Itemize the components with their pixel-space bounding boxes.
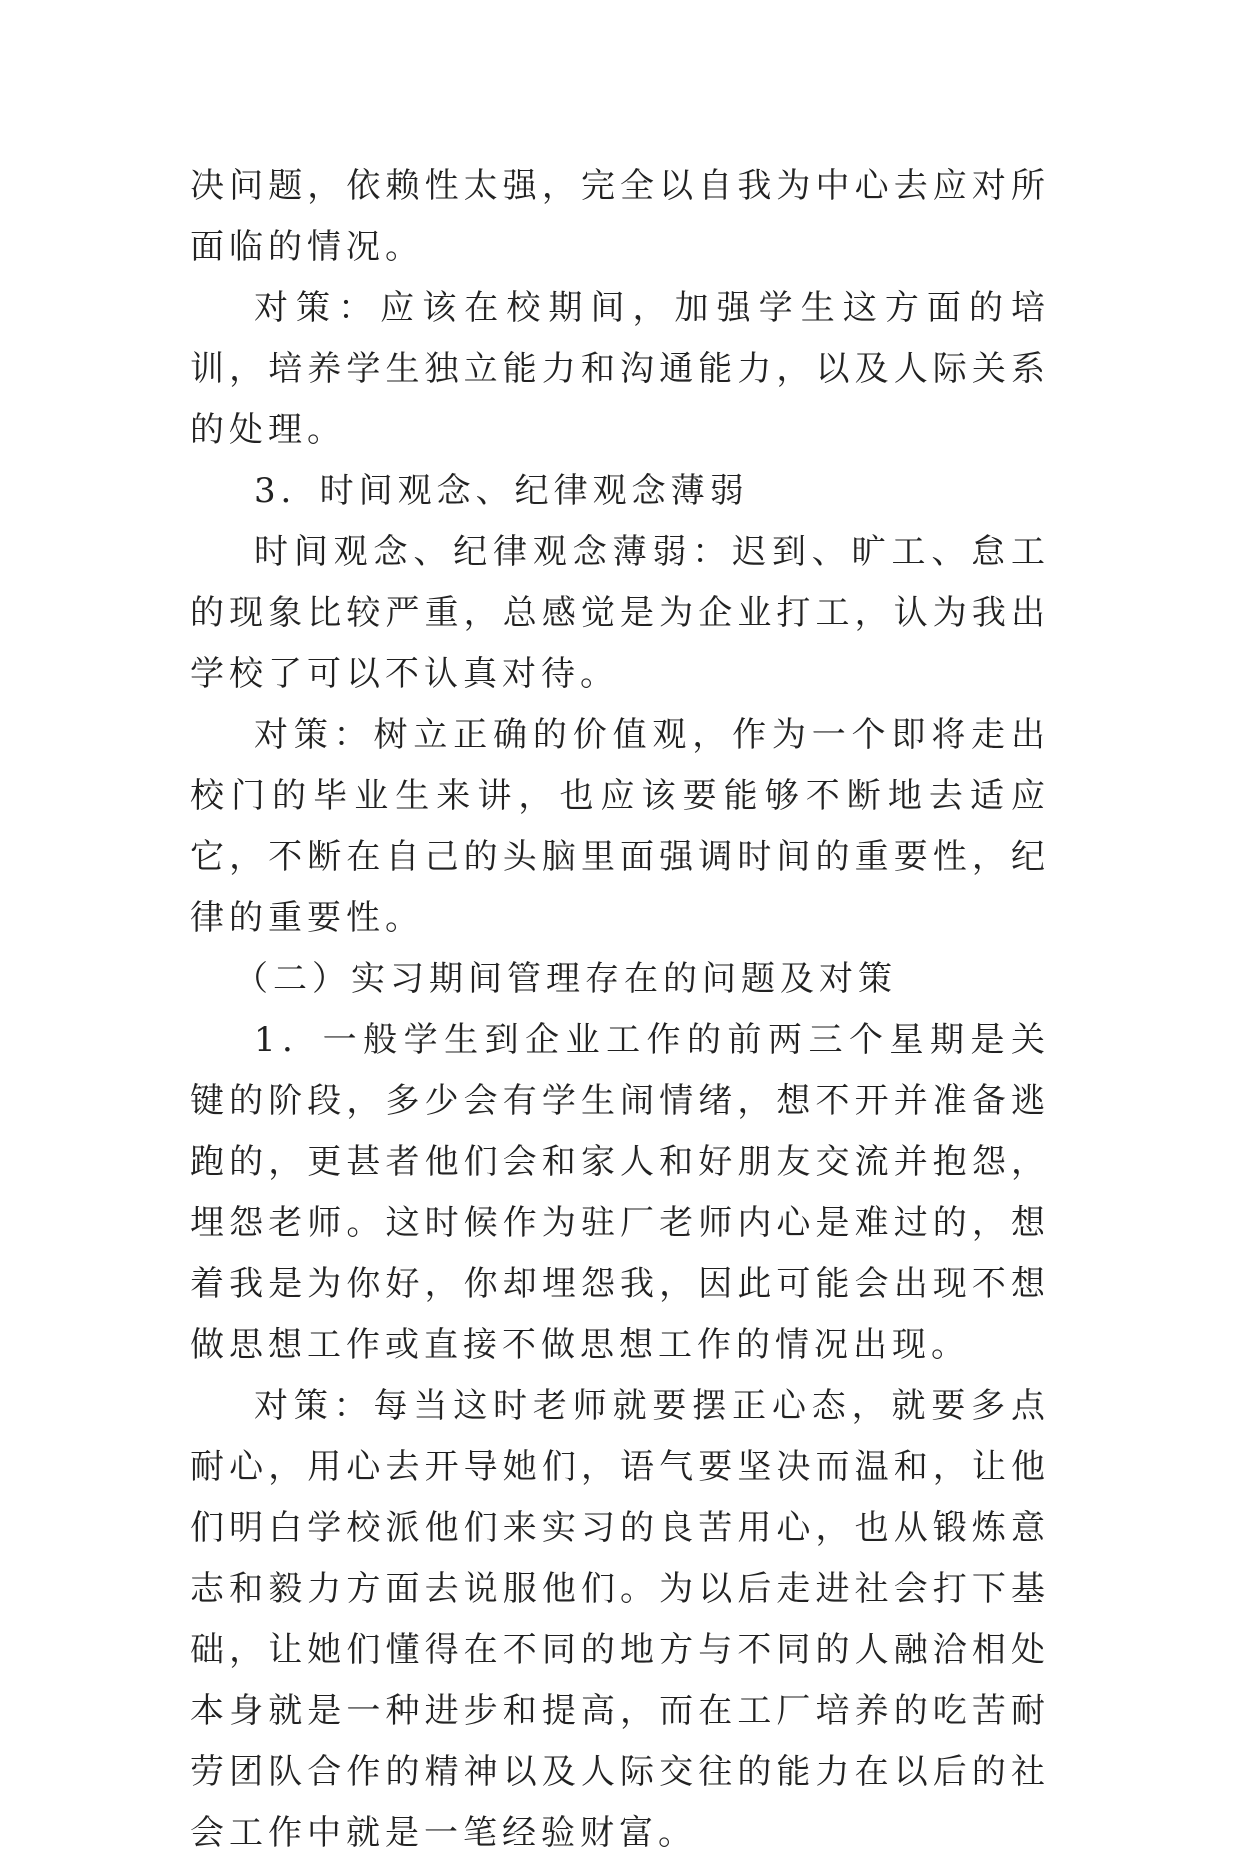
- paragraph-countermeasure-1: 对策：应该在校期间，加强学生这方面的培训，培养学生独立能力和沟通能力，以及人际关系的处理。: [190, 288, 1050, 450]
- heading-item-3: 3．时间观念、纪律观念薄弱: [254, 471, 749, 511]
- paragraph-item-1: 1．一般学生到企业工作的前两三个星期是关键的阶段，多少会有学生闹情绪，想不开并准备逃跑的，更甚者他们会和家人和好朋友交流并抱怨，埋怨老师。这时候作为驻厂老师内心是难过的，想着我是为你好，你却埋怨我，因此可能会出现不想做思想工作或直接不做思想工作的情况出现。: [190, 1020, 1050, 1365]
- document-body: [190, 156, 1050, 1864]
- paragraph-continuation: 决问题，依赖性太强，完全以自我为中心去应对所面临的情况。: [190, 166, 1050, 267]
- paragraph-countermeasure-2: 对策：树立正确的价值观，作为一个即将走出校门的毕业生来讲，也应该要能够不断地去适应它，不断在自己的头脑里面强调时间的重要性，纪律的重要性。: [190, 715, 1050, 938]
- paragraph-countermeasure-3: 对策：每当这时老师就要摆正心态，就要多点耐心，用心去开导她们，语气要坚决而温和，让他们明白学校派他们来实习的良苦用心，也从锻炼意志和毅力方面去说服他们。为以后走进社会打下基础，让她们懂得在不同的地方与不同的人融洽相处本身就是一种进步和提高，而在工厂培养的吃苦耐劳团队合作的精神以及人际交往的能力在以后的社会工作中就是一笔经验财富。: [190, 1386, 1050, 1853]
- heading-section-2: （二）实习期间管理存在的问题及对策: [234, 959, 897, 999]
- paragraph-time-discipline: 时间观念、纪律观念薄弱：迟到、旷工、怠工的现象比较严重，总感觉是为企业打工，认为我出学校了可以不认真对待。: [190, 532, 1050, 694]
